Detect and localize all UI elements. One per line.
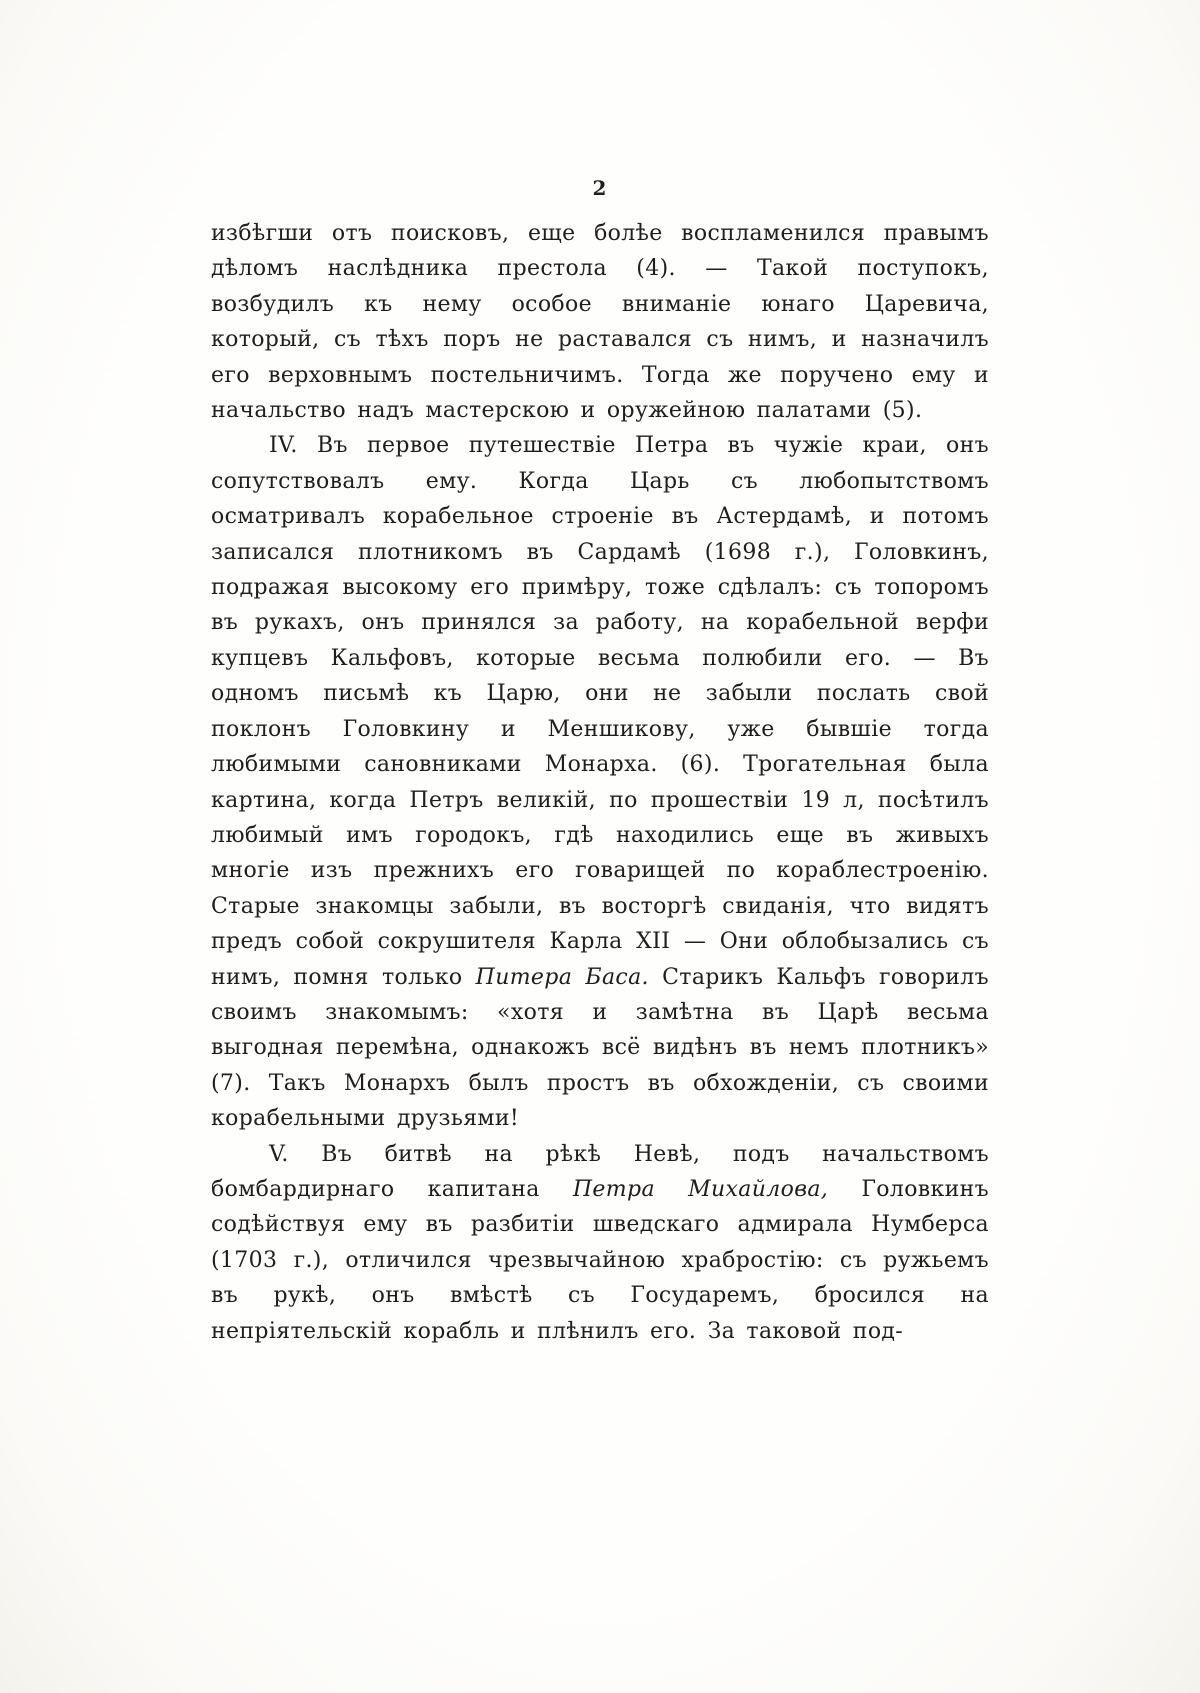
italic-text: Питера Баса. [475,964,649,990]
body-text: IV. Въ первое путешествіе Петра въ чужіе краи, онъ сопутствовалъ ему. Когда Царь съ любопытствомъ осматривалъ корабельное строеніе въ Астердамѣ, и потомъ записался плотникомъ въ Сардамѣ (1698 г.), Головкинъ, подражая высокому его примѣру, тоже сдѣлалъ: съ топоромъ въ рукахъ, онъ принялся за работу, на корабельной верфи купцевъ Кальфовъ, которые весьма полюбили его. — Въ одномъ письмѣ къ Царю, они не забыли послать свой поклонъ Головкину и Меншикову, уже бывшіе тогда любимыми сановниками Монарха. (6). Трогательная была картина, когда Петръ великій, по прошествіи 19 л, посѣтилъ любимый имъ городокъ, гдѣ находились еще въ живыхъ многіе изъ прежнихъ его говарищей по кораблестроенію. Старые знакомцы забыли, въ восторгѣ свиданія, что видятъ предъ собой сокрушителя Карла XII — Они облобызались съ нимъ, помня только [211,433,989,990]
body-text: избѣгши отъ поисковъ, еще болѣе воспламенился правымъ дѣломъ наслѣдника престола (4). — Такой поступокъ, возбудилъ къ нему особое вниманіе юнаго Царевича, который, съ тѣхъ поръ не раставался съ нимъ, и назначилъ его верховнымъ постельничимъ. Тогда же поручено ему и начальство надъ мастерскою и оружейною палатами (5). [211,221,989,424]
paragraph [211,428,989,1136]
page-number: 2 [592,176,608,200]
body-text: Головкинъ содѣйствуя ему въ разбитіи шведскаго адмирала Нумберса (1703 г.), отличился чрезвычайною храбростію: съ ружьемъ въ рукѣ, онъ вмѣстѣ съ Государемъ, бросился на непріятельскій корабль и плѣнилъ его. За таковой под- [211,1176,989,1344]
paragraph [211,216,989,428]
body-text: Старикъ Кальфъ говорилъ своимъ знакомымъ: «хотя и замѣтна въ Царѣ весьма выгодная перемѣна, однакожъ всё видѣнъ въ немъ плотникъ» (7). Такъ Монархъ былъ простъ въ обхожденіи, съ своими корабельными друзьями! [211,964,989,1132]
paragraph [211,1137,989,1349]
italic-text: Петра Михайлова, [572,1176,829,1202]
body-text: V. Въ битвѣ на рѣкѣ Невѣ, подъ начальствомъ бомбардирнаго капитана [211,1141,989,1202]
text-block [211,216,989,1349]
